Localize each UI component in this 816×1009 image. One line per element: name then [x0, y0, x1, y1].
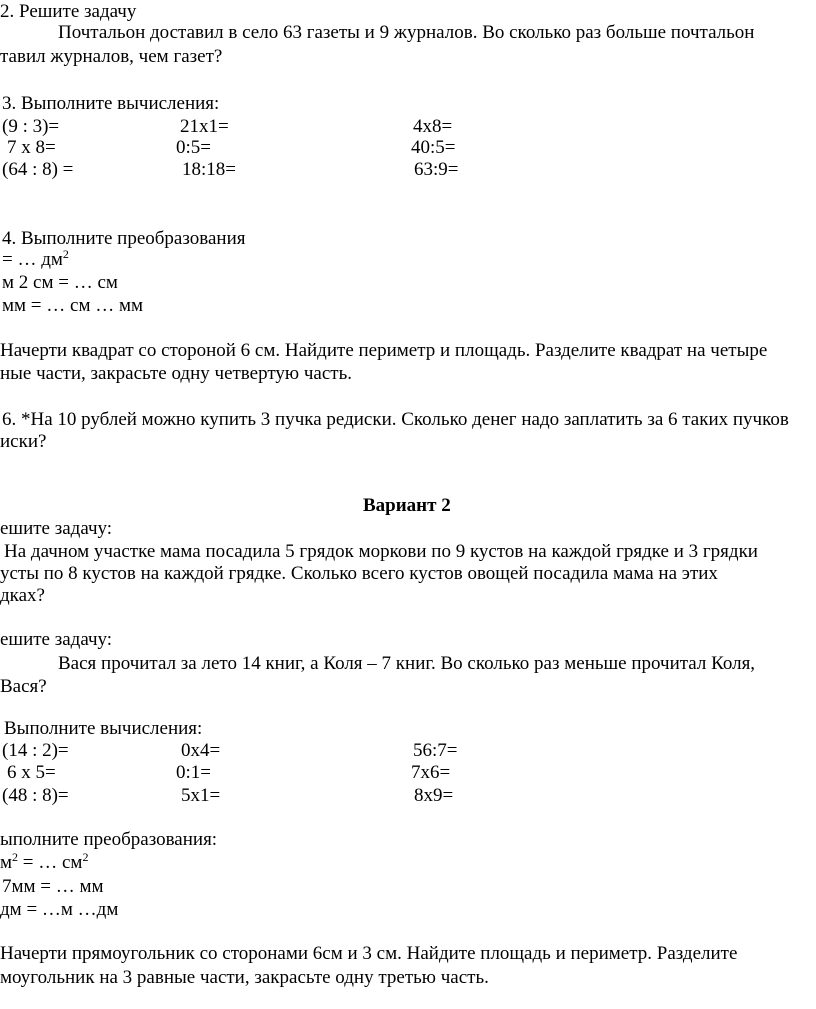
v1-task4-line2: м 2 см = … см: [2, 272, 118, 293]
v1-calc-cell: (9 : 3)=: [2, 116, 60, 137]
v1-task2-line2: тавил журналов, чем газет?: [0, 46, 223, 67]
v1-task4-line3: мм = … см … мм: [2, 295, 144, 316]
v2-calc-cell: 56:7=: [413, 740, 458, 761]
v2-task1-heading: ешите задачу:: [0, 518, 113, 539]
v1-calc-cell: 63:9=: [414, 159, 459, 180]
v2-task2-heading: ешите задачу:: [0, 629, 113, 650]
v1-task2-heading: 2. Решите задачу: [0, 1, 137, 22]
v2-task1-line1: На дачном участке мама посадила 5 грядок моркови по 9 кустов на каждой грядке и 3 грядки: [4, 541, 758, 562]
v1-task3-heading: 3. Выполните вычисления:: [2, 93, 220, 114]
v1-calc-cell: 18:18=: [182, 159, 236, 180]
v1-calc-cell: 0:5=: [176, 137, 211, 158]
v2-calc-cell: (14 : 2)=: [2, 740, 69, 761]
v1-calc-cell: 21х1=: [180, 116, 229, 137]
v2-task4-line3: дм = …м …дм: [0, 899, 119, 920]
v2-calc-cell: 5х1=: [181, 785, 221, 806]
v2-task3-heading: Выполните вычисления:: [4, 718, 203, 739]
v2-task1-line2: усты по 8 кустов на каждой грядке. Сколько всего кустов овощей посадила мама на этих: [0, 563, 718, 584]
v2-task5-line2: моугольник на 3 равные части, закрасьте одну третью часть.: [0, 967, 489, 988]
v1-task4-heading: 4. Выполните преобразования: [2, 228, 246, 249]
v2-calc-cell: 0х4=: [181, 740, 221, 761]
v1-task6-line1: 6. *На 10 рублей можно купить 3 пучка редиски. Сколько денег надо заплатить за 6 таких пучков: [2, 409, 789, 430]
v2-task1-line3: дках?: [0, 585, 45, 606]
v1-calc-cell: 7 х 8=: [7, 137, 56, 158]
v2-task4-line2: 7мм = … мм: [2, 876, 104, 897]
v2-calc-cell: 7х6=: [411, 762, 451, 783]
v2-task2-line2: Вася?: [0, 676, 47, 697]
variant-2-title: Вариант 2: [363, 495, 451, 516]
v2-calc-cell: 6 х 5=: [7, 762, 56, 783]
v2-task2-line1: Вася прочитал за лето 14 книг, а Коля – 7 книг. Во сколько раз меньше прочитал Коля,: [58, 653, 756, 674]
v1-calc-cell: 4х8=: [413, 116, 453, 137]
v2-task5-line1: Начерти прямоугольник со сторонами 6см и 3 см. Найдите площадь и периметр. Разделите: [0, 943, 738, 964]
v2-calc-cell: 0:1=: [176, 762, 211, 783]
v1-task4-line1: = … $дм^2$: [2, 247, 69, 270]
v2-task4-line1: $м^2$ = … $см^2$: [0, 850, 89, 873]
v1-calc-cell: (64 : 8) =: [2, 159, 74, 180]
v2-task4-heading: ыполните преобразования:: [0, 829, 218, 850]
v2-calc-cell: 8х9=: [414, 785, 454, 806]
v1-task5-line2: ные части, закрасьте одну четвертую часть.: [0, 363, 352, 384]
v1-task6-line2: иски?: [0, 431, 47, 452]
v1-task5-line1: Начерти квадрат со стороной 6 см. Найдите периметр и площадь. Разделите квадрат на четыре: [0, 340, 768, 361]
v2-calc-cell: (48 : 8)=: [2, 785, 69, 806]
v1-calc-cell: 40:5=: [411, 137, 456, 158]
v1-task2-line1: Почтальон доставил в село 63 газеты и 9 журналов. Во сколько раз больше почтальон: [58, 22, 755, 43]
